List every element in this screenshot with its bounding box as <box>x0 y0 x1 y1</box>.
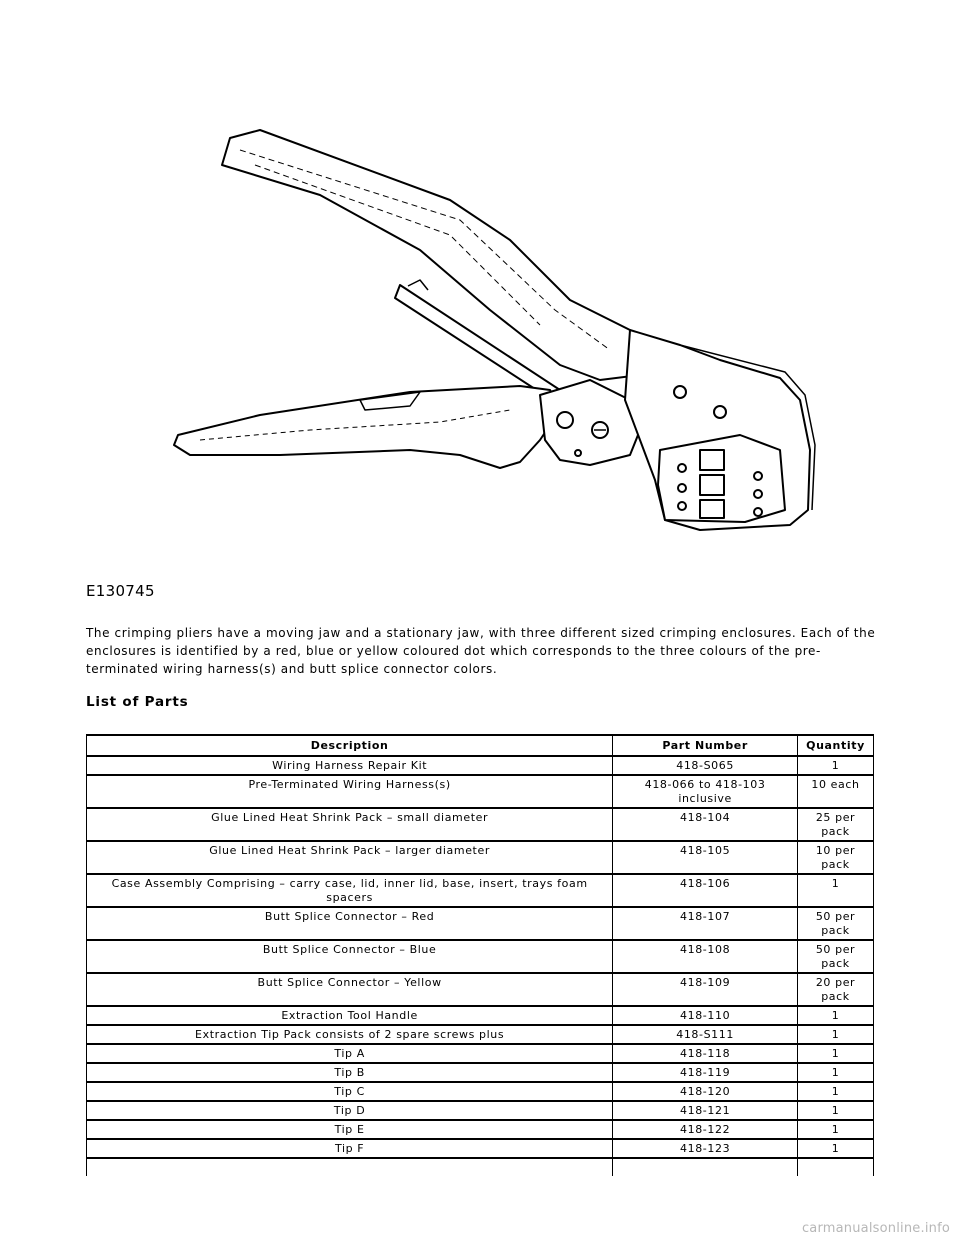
cell-part-number: 418-S111 <box>613 1025 798 1044</box>
watermark: carmanualsonline.info <box>801 1221 950 1236</box>
cell-empty <box>87 1158 613 1176</box>
cell-part-number: 418-110 <box>613 1006 798 1025</box>
crimping-pliers-illustration <box>160 110 840 550</box>
cell-description: Extraction Tip Pack consists of 2 spare screws plus <box>87 1025 613 1044</box>
table-row <box>87 973 874 1006</box>
header-part-number: Part Number <box>613 735 798 756</box>
table-row <box>87 808 874 841</box>
cell-quantity: 20 per pack <box>798 973 874 1006</box>
cell-part-number: 418-121 <box>613 1101 798 1120</box>
table-row <box>87 1082 874 1101</box>
cell-quantity: 1 <box>798 874 874 907</box>
cell-part-number: 418-104 <box>613 808 798 841</box>
cell-part-number: 418-120 <box>613 1082 798 1101</box>
intro-paragraph: The crimping pliers have a moving jaw and a stationary jaw, with three different sized crimping enclosures. Each of the enclosures is identified by a red, blue or yellow coloured dot which corresponds to the three colours of the pre-terminated wiring harness(s) and butt splice connector colors. <box>86 626 876 676</box>
table-header-row <box>87 735 874 756</box>
cell-part-number: 418-109 <box>613 973 798 1006</box>
table-row <box>87 1006 874 1025</box>
cell-quantity: 10 each <box>798 775 874 808</box>
cell-part-number: 418-S065 <box>613 756 798 775</box>
cell-part-number: 418-105 <box>613 841 798 874</box>
cell-part-number: 418-108 <box>613 940 798 973</box>
cell-quantity: 1 <box>798 1006 874 1025</box>
cell-part-number: 418-066 to 418-103 inclusive <box>613 775 798 808</box>
table-row <box>87 841 874 874</box>
cell-description: Extraction Tool Handle <box>87 1006 613 1025</box>
cell-quantity: 25 per pack <box>798 808 874 841</box>
table-row <box>87 1044 874 1063</box>
table-row <box>87 1025 874 1044</box>
table-row <box>87 1139 874 1158</box>
cell-description: Glue Lined Heat Shrink Pack – larger diameter <box>87 841 613 874</box>
cell-description: Case Assembly Comprising – carry case, lid, inner lid, base, insert, trays foam spacers <box>87 874 613 907</box>
table-row <box>87 907 874 940</box>
cell-quantity: 1 <box>798 756 874 775</box>
cell-description: Tip B <box>87 1063 613 1082</box>
table-row <box>87 874 874 907</box>
cell-quantity: 1 <box>798 1082 874 1101</box>
cell-quantity: 1 <box>798 1044 874 1063</box>
table-row <box>87 1063 874 1082</box>
cell-description: Tip F <box>87 1139 613 1158</box>
cell-description: Butt Splice Connector – Yellow <box>87 973 613 1006</box>
cell-part-number: 418-106 <box>613 874 798 907</box>
cell-quantity: 1 <box>798 1139 874 1158</box>
cell-quantity: 1 <box>798 1101 874 1120</box>
cell-part-number: 418-119 <box>613 1063 798 1082</box>
header-quantity: Quantity <box>798 735 874 756</box>
cell-description: Tip D <box>87 1101 613 1120</box>
header-description: Description <box>87 735 613 756</box>
cell-description: Tip E <box>87 1120 613 1139</box>
cell-quantity: 50 per pack <box>798 907 874 940</box>
cell-description: Wiring Harness Repair Kit <box>87 756 613 775</box>
table-row <box>87 775 874 808</box>
table-row <box>87 756 874 775</box>
table-row <box>87 1101 874 1120</box>
cell-description: Butt Splice Connector – Blue <box>87 940 613 973</box>
cell-part-number: 418-123 <box>613 1139 798 1158</box>
cell-part-number: 418-107 <box>613 907 798 940</box>
table-row <box>87 940 874 973</box>
cell-empty <box>798 1158 874 1176</box>
cell-quantity: 1 <box>798 1120 874 1139</box>
cell-part-number: 418-122 <box>613 1120 798 1139</box>
figure-id-label: E130745 <box>86 582 155 600</box>
cell-description: Pre-Terminated Wiring Harness(s) <box>87 775 613 808</box>
table-row-empty <box>87 1158 874 1176</box>
cell-part-number: 418-118 <box>613 1044 798 1063</box>
cell-empty <box>613 1158 798 1176</box>
cell-quantity: 50 per pack <box>798 940 874 973</box>
cell-description: Butt Splice Connector – Red <box>87 907 613 940</box>
parts-table <box>86 734 874 1176</box>
cell-description: Tip C <box>87 1082 613 1101</box>
table-body <box>87 756 874 1176</box>
section-title: List of Parts <box>86 694 189 710</box>
cell-description: Glue Lined Heat Shrink Pack – small diameter <box>87 808 613 841</box>
cell-quantity: 1 <box>798 1063 874 1082</box>
cell-quantity: 1 <box>798 1025 874 1044</box>
table-row <box>87 1120 874 1139</box>
cell-quantity: 10 per pack <box>798 841 874 874</box>
cell-description: Tip A <box>87 1044 613 1063</box>
